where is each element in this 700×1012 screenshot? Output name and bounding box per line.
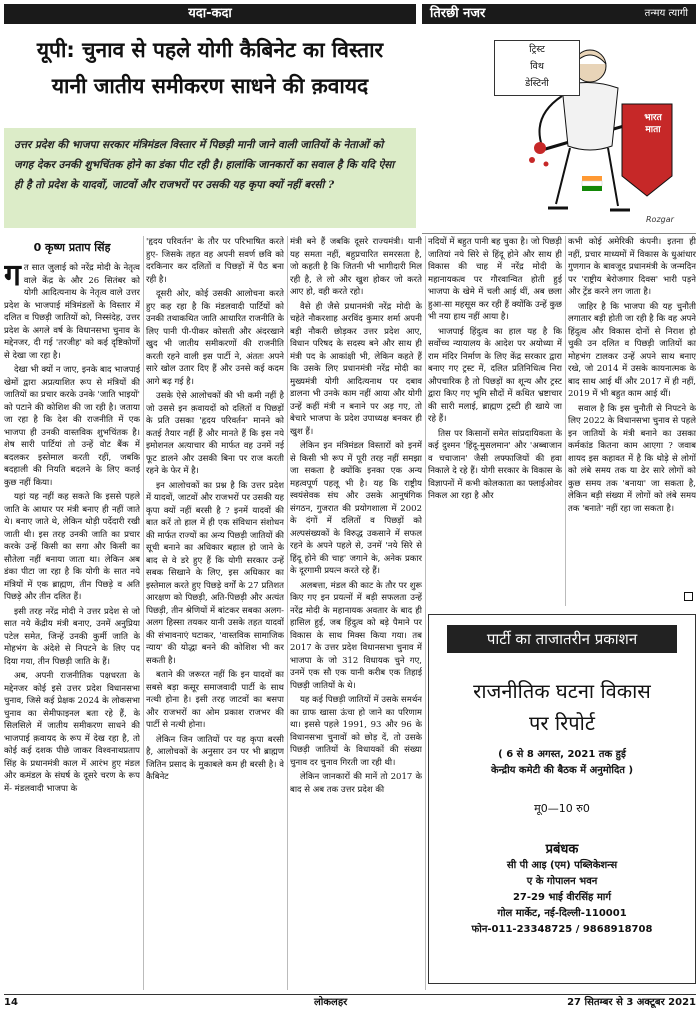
paragraph: सवाल है कि इस चुनौती से निपटने के लिए 2022 के विधानसभा चुनाव से पहले इन जातियों के मंत्री बनाने का उसका कर्मकांड कितना काम आएगा ? जवाब शायद इस कहावत में है कि थोड़े से लोगों को लंबे समय तक या ढेर सारे लोगों को कुछ समय तक 'बनाया' जा सकता है, लेकिन बड़ी संख्या में लोगों को लंबे समय तक 'बनाते' नहीं रहा जा सकता है।	[568, 403, 696, 514]
ad-book-title-line: राजनीतिक घटना विकास	[473, 679, 651, 703]
paragraph: यह कई पिछड़ी जातियों में उसके समर्थन का ग्राफ खासा ऊंचा हो जाने का परिणाम था। इससे पहले 1991, 93 और 96 के विधानसभा चुनावों को छोड़ दें, तो उसके पिछड़ी जातियों के विधायकों की संख्या चुनाव दर चुनाव गिरती जा रही थी।	[290, 695, 422, 768]
ad-subtitle-line: केन्द्रीय कमेटी की बैठक में अनुमोदित )	[490, 765, 634, 776]
ad-contact	[437, 842, 687, 938]
political-cartoon	[422, 26, 696, 234]
ad-title: पार्टी का ताजातरीन प्रकाशन	[447, 625, 677, 653]
cartoon-signature: Rozgar	[646, 215, 674, 224]
paragraph: भाजपाई हिंदुत्व का हाल यह है कि सर्वोच्च न्यायालय के आदेश पर अयोध्या में राम मंदिर निर्माण के लिए केंद्र सरकार द्वारा बनाए गए ट्रस्ट में, दलित प्रतिनिधित्व निरा औपचारिक है तो पिछड़ों का शून्य और ट्रस्ट द्वारा किए गए भूमि सौदों में कथित भ्रष्टाचार की सारी मलाई, ब्राह्मण ट्रस्टी ही खाये जा रहे हैं।	[428, 326, 562, 424]
article-column-3	[290, 236, 422, 990]
article-column-5	[568, 236, 696, 606]
article-column-4	[428, 236, 562, 606]
page-footer	[4, 994, 696, 1010]
paragraph: कभी कोई अमेरिकी कंपनी। इतना ही नहीं, प्रचार माध्यमों में विकास के धुआंधार गुणगान के बावजूद प्रधानमंत्री के जन्मदिन पर 'राष्ट्रीय बेरोजगार दिवस' भारी पड़ने और ट्रेंड करने लग जाता है।	[568, 237, 696, 297]
paragraph: 'हृदय परिवर्तन' के तौर पर परिभाषित करते हुए- जिसके तहत वह अपनी सवर्ण छवि को दरकिनार कर दलितों व पिछड़ों में पैठ बना रही है।	[146, 237, 284, 285]
paragraph: देखा भी क्यों न जाए, इनके बाद भाजपाई खेमों द्वारा अप्रत्याशित रूप से मंत्रियों की जातियों का प्रचार करके उनके 'जाति भाइयों' को पटाने की कोशिश की जा रही है। जताया जा रहा है कि देश की राजनीति में एक भाजपा ही उनकी वास्तविक शुभचिंतक है। शेष सारी पार्टियां तो उन्हें वोट बैंक में बदलकर इस्तेमाल करती रहीं, जबकि बदहाली की नियति बदलने के लिए कतई कुछ नहीं किया।	[4, 365, 140, 488]
ad-price: मू0—10 रु0	[534, 802, 590, 815]
headline-line-1: यूपी: चुनाव से पहले योगी कैबिनेट का विस्तार	[36, 38, 384, 62]
paragraph: अलबत्ता, मंडल की काट के तौर पर शुरू किए गए इन प्रयत्नों में बड़ी सफलता उन्हें नरेंद्र मोदी के महानायक अवतार के बाद ही हासिल हुई, जब हिंदुत्व को बड़े पैमाने पर विकास के साथ मिक्स किया गया। तब 2017 के उत्तर प्रदेश विधानसभा चुनाव में भाजपा के जो 312 विधायक चुने गए, उनमें एक सौ एक यानी करीब एक तिहाई पिछड़ी जातियों के थे।	[290, 580, 422, 691]
paragraph: लेकिन इन मंत्रिमंडल विस्तारों को इनमें से किसी भी रूप में पूरी तरह नहीं समझा जा सकता है क्योंकि इनका एक अन्य महत्वपूर्ण पहलू भी है। यह कि राष्ट्रीय स्वयंसेवक संघ और उसके आनुषंगिक संगठन, गुजरात की प्रयोगशाला में 2002 के दंगों में दलितों व पिछड़ों को अल्पसंख्यकों के विरुद्ध उकसाने में सफल रहने के अपने पहले से, उनमें 'नये सिरे से हिंदू होने की चाह' जगाने के, अनेक प्रकार के दूरगामी प्रयत्न करते रहे हैं।	[290, 441, 422, 576]
paragraph: मंत्री बने हैं जबकि दूसरे राज्यमंत्री। यानी यह समता नहीं, बहुप्रचारित समरसता है, जो कहती है कि जितनी भी भागीदारी मिल रही है, ले लो और खुश होकर जो करते आए हो, वही करते रहो।	[290, 237, 422, 297]
paragraph: नदियों में बहुत पानी बह चुका है। जो पिछड़ी जातियां नये सिरे से हिंदू होने और साथ ही विकास की चाह में नरेंद्र मोदी के महानायकत्व पर गौरवान्वित होती हुई भाजपा के खेमे में चली आई थीं, अब छला हुआ-सा महसूस कर रही हैं क्योंकि उन्हें कुछ भी नया हाथ नहीं आया है।	[428, 237, 562, 322]
paragraph: जाहिर है कि भाजपा की यह चुनौती लगातार बड़ी होती जा रही है कि वह अपने हिंदुत्व और विकास दोनों से निराश हो चुकी उन दलित व पिछड़ी जातियों का मोहभंग टालकर उन्हें अपने साथ बनाए रखे, जो 2014 में उसके कायनात्मक के बाद साथ आई थीं और 2017 में ही नहीं, 2019 में भी बहुत काम आई थीं।	[568, 301, 696, 399]
ad-subtitle-line: ( 6 से 8 अगस्त, 2021 तक हुई	[498, 749, 626, 760]
paragraph: उसके ऐसे आलोचकों की भी कमी नहीं है जो उससे इन क़वायदों को दलितों व पिछड़ों के प्रति उसका 'हृदय परिवर्तन' मानने को कतई तैयार नहीं हैं और मानते हैं कि इस नये इमोशनल अत्याचार की मार्फत वह उनमें नई फूट डालने और उसकी बिना पर राज करती रहने के फेर में है।	[146, 391, 284, 476]
column-rule	[143, 236, 144, 990]
ad-phone: फोन-011-23348725 / 9868918708	[471, 924, 653, 935]
headline-line-2: यानी जातीय समीकरण साधने की क़वायद	[51, 74, 369, 98]
ad-subtitle	[437, 747, 687, 779]
paragraph: अब, अपनी राजनीतिक पक्षधरता के मद्देनजर कोई इसे उत्तर प्रदेश विधानसभा चुनाव, जिसे कई प्रेक्षक 2024 के लोकसभा चुनाव का सेमीफाइनल बता रहे हैं, के सिलसिले में जातीय समीकरण साधने की भाजपाई क़वायद के रूप में देख रहा है, तो कोई कई दशक पीछे जाकर विश्वनाथप्रताप सिंह के प्रधानमंत्री काल में आरंभ हुए मंडल और कमंडल के संघर्ष के दूसरे चरण के रूप में- मंडलवादी भाजपा के	[4, 671, 140, 794]
caption-line: ट्रिस्ट	[529, 44, 545, 55]
drop-cap: ग	[4, 262, 21, 293]
ad-street: 27-29 भाई वीरसिंह मार्ग	[512, 892, 612, 903]
cartoon-caption	[494, 40, 580, 96]
column-rule	[287, 236, 288, 990]
ad-manager: प्रबंधक	[545, 842, 579, 857]
cartoon-header	[422, 4, 696, 24]
caption-line: डेस्टिनी	[525, 78, 549, 89]
publication-advertisement	[428, 614, 696, 984]
author-byline: 0 कृष्ण प्रताप सिंह	[33, 241, 111, 254]
newspaper-name: लोकलहर	[314, 997, 348, 1008]
flag-label-line: भारत	[644, 113, 662, 123]
column-rule	[565, 236, 566, 606]
paragraph: इन आलोचकों का प्रश्न है कि उत्तर प्रदेश में यादवों, जाटवों और राजभरों पर उसकी यह कृपा क्यों नहीं बरसी है ? इनमें यादवों की बात करें तो हाल में ही एक संविधान संशोधन की मार्फत राज्यों का अन्य पिछड़ी जातियों की सूची बनाने का अधिकार बहाल हो जाने के बाद से वे डरे हुए हैं कि योगी सरकार उन्हें सबक सिखाने के लिए, इस अधिकार का इस्तेमाल करते हुए पिछड़े वर्गों के 27 प्रतिशत आरक्षण को पिछड़ी, अति-पिछड़ी और अत्यंत पिछड़ी, तीन श्रेणियों में बांटकर सबका अलग-अलग हिस्सा तयकर यानी उसके तहत यादवों की संभावनाएं घटाकर, 'वास्तविक सामाजिक न्याय' की योद्धा बनने की कोशिश भी कर सकती है।	[146, 480, 284, 666]
paragraph: इसी तरह नरेंद्र मोदी ने उत्तर प्रदेश से जो सात नये केंद्रीय मंत्री बनाए, उनमें अनुप्रिया पटेल समेत, जिन्हें उनकी कुर्मी जाति के मोहभंग के अंदेशे से निपटने के लिए पद दिया गया, तीन पिछड़ी जाति के हैं।	[4, 606, 140, 667]
caption-line: विथ	[530, 61, 544, 72]
paragraph: यहां यह नहीं कह सकते कि इससे पहले जाति के आधार पर मंत्री बनाए ही नहीं जाते थे। बनाए जाते थे, लेकिन थोड़ी पर्देदारी रखी जाती थी। इस तरह उनकी जाति का प्रचार करके उन्हें किसी का सगा और किसी का सौतेला नहीं बनाया जाता था। लेकिन अब डंका पीटा जा रहा है कि योगी के सात नये मंत्रियों में एक ब्राह्मण, तीन पिछड़े व अति पिछड़े और तीन दलित हैं।	[4, 492, 140, 602]
paragraph: त सात जुलाई को नरेंद्र मोदी के नेतृत्व वाले केंद्र के और 26 सितंबर को योगी आदित्यनाथ के नेतृत्व वाले उत्तर प्रदेश के भाजपाई मंत्रिमंडलों के विस्तार में दलित व पिछड़ी जातियों को, निस्संदेह, उत्तर प्रदेश के अगले वर्ष के विधानसभा चुनाव के मद्देनजर, दी गई 'तरजीह' को कई दृष्टिकोणों से देखा जा रहा है।	[4, 263, 140, 361]
ad-book-title	[437, 675, 687, 739]
paragraph: दूसरी ओर, कोई उसकी आलोचना करते हुए कह रहा है कि मंडलवादी पार्टियों को उनकी तथाकथित जाति आधारित राजनीति के लिए पानी पी-पीकर कोसती और अंदरखाने खुद भी जातीय समीकरणों की राजनीति करती रहने वाली इस पार्टी ने, अंततः अपने सारे खोल उतार दिए हैं और उनसे कई कदम आगे बढ़ गई है।	[146, 289, 284, 387]
article-end-mark	[684, 592, 693, 601]
article-column-2	[146, 236, 284, 990]
article-column-1	[4, 262, 140, 990]
cartoonist-name: तन्मय त्यागी	[644, 8, 688, 19]
paragraph: तिस पर किसानों समेत सांप्रदायिकता के कई दुश्मन 'हिंदू-मुसलमान' और 'अब्बाजान व चचाजान' जैसी लफ्फाजियों की हवा निकाले दे रहे हैं। योगी सरकार के विकास के विज्ञापनों में कभी कोलकाता का फ्लाईओवर निकल आ रहा है और	[428, 428, 562, 501]
paragraph: लेकिन जानकारों की मानें तो 2017 के बाद से अब तक उत्तर प्रदेश की	[290, 772, 422, 795]
page-number: 14	[4, 997, 18, 1008]
flag-label	[632, 112, 674, 136]
section-label: यदा-कदा	[4, 4, 416, 24]
ad-building: ए के गोपालन भवन	[526, 876, 598, 887]
article-headline	[6, 32, 414, 104]
paragraph: वैसे ही जैसे प्रधानमंत्री नरेंद्र मोदी के चहेते नौकरशाह अरविंद कुमार शर्मा अपनी बड़ी नौकरी छोड़कर उत्तर प्रदेश आए, विधान परिषद के सदस्य बने और साथ ही मंत्री पद के आकांक्षी भी, लेकिन कहते हैं कि उसके लिए प्रधानमंत्री नरेंद्र मोदी का मुख्यमंत्री योगी आदित्यनाथ पर दबाव डालना भी उनके काम नहीं आया और योगी उन्हें कहीं मंत्री न बनाने पर अड़ गए, तो बेचारे भाजपा के प्रदेश उपाध्यक्ष बनकर ही खुश हैं।	[290, 301, 422, 437]
cartoon-section-label: तिरछी नजर	[430, 6, 486, 21]
paragraph: बताने की जरूरत नहीं कि इन यादवों का सबसे बड़ा कसूर समाजवादी पार्टी के साथ नत्थी होना है। इसी तरह जाटवों का बसपा और राजभरों का ओम प्रकाश राजभर की पार्टी से नत्थी होना।	[146, 670, 284, 730]
issue-date: 27 सितम्बर से 3 अक्टूबर 2021	[567, 997, 696, 1008]
column-rule	[425, 236, 426, 990]
flag-label-line: माता	[645, 125, 661, 135]
ad-publisher: सी पी आइ (एम) पब्लिकेशन्स	[506, 860, 618, 871]
paragraph: लेकिन जिन जातियों पर यह कृपा बरसी है, आलोचकों के अनुसार उन पर भी ब्राह्मण जितिन प्रसाद के मुकाबले कम ही बरसी है। वे कैबिनेट	[146, 734, 284, 782]
ad-book-title-line: पर रिपोर्ट	[529, 711, 595, 735]
article-standfirst: उत्तर प्रदेश की भाजपा सरकार मंत्रिमंडल विस्तार में पिछड़ी मानी जाने वाली जातियों के नेताओं को जगह देकर उनकी शुभचिंतक होने का डंका पीट रही है। हालांकि जानकारों का सवाल है कि यदि ऐसा ही है तो प्रदेश के यादवों, जाटवों और राजभरों पर उसकी यह कृपा क्यों नहीं बरसी ?	[4, 128, 416, 228]
ad-city: गोल मार्केट, नई-दिल्ली-110001	[497, 908, 627, 919]
